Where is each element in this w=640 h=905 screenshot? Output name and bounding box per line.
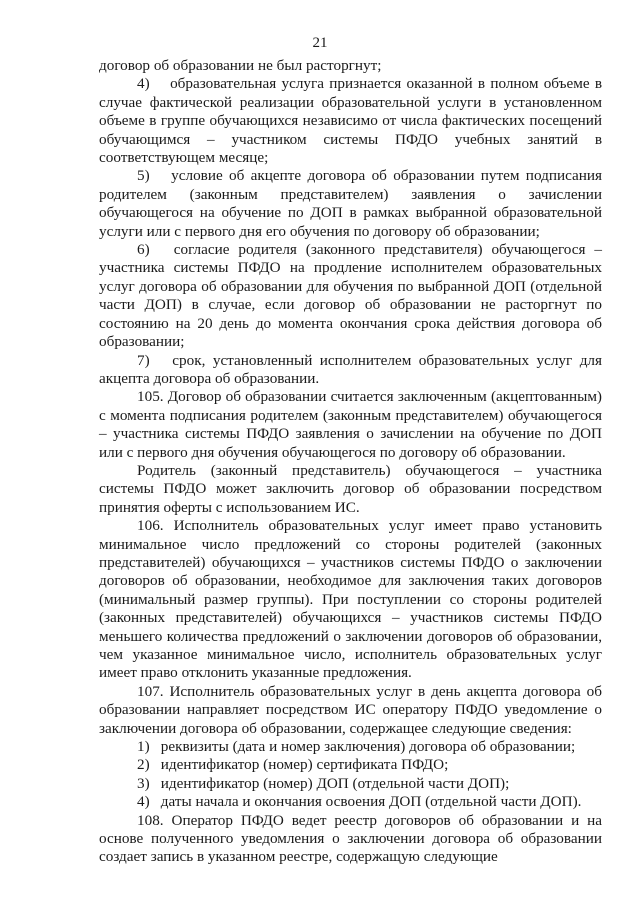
paragraph: 4) образовательная услуга признается оказанной в полном объеме в случае фактической реализации образовательной услуги в установленном объеме в группе обучающихся независимо от числа фактических посещений обучающимся – участником системы ПФДО учебных занятий в соответствующем месяце; <box>99 75 602 167</box>
numbered-list <box>99 738 602 812</box>
paragraph: 107. Исполнитель образовательных услуг в день акцепта договора об образовании направляет посредством ИС оператору ПФДО уведомление о заключении договора об образовании, содержащее следующие сведения: <box>99 682 602 737</box>
paragraph: 6) согласие родителя (законного представителя) обучающегося – участника системы ПФДО на продление исполнителем образовательных услуг договора об образовании для обучения по выбранной ДОП (отдельной части ДОП) в случае, если договор об образовании не расторгнут по состоянию на 20 день до момента окончания срока действия договора об образовании; <box>99 241 602 351</box>
list-item <box>99 775 602 793</box>
paragraph: Родитель (законный представитель) обучающегося – участника системы ПФДО может заключить договор об образовании посредством принятия оферты с использованием ИС. <box>99 461 602 516</box>
paragraph: 105. Договор об образовании считается заключенным (акцептованным) с момента подписания родителем (законным представителем) обучающегося – участника системы ПФДО заявления о зачислении на обучение по ДОП или с первого дня обучения обучающегося по договору об образовании. <box>99 388 602 461</box>
paragraph: 7) срок, установленный исполнителем образовательных услуг для акцепта договора об образовании. <box>99 351 602 387</box>
list-item-number: 3) <box>137 774 150 792</box>
list-item <box>99 793 602 811</box>
list-item-number: 1) <box>137 738 150 756</box>
list-item-text: даты начала и окончания освоения ДОП (отдельной части ДОП). <box>160 793 582 811</box>
paragraph-108: 108. Оператор ПФДО ведет реестр договоров об образовании и на основе полученного уведомления о заключении договора об образовании создает запись в указанном реестре, содержащую следующие <box>99 811 602 866</box>
paragraph: 106. Исполнитель образовательных услуг имеет право установить минимальное число предложений со стороны родителей (законных представителей) обучающихся – участников системы ПФДО о заключении договоров об образовании, необходимое для заключения таких договоров (минимальный размер группы). При поступлении со стороны родителей (законных представителей) обучающихся – участников системы ПФДО меньшего количества предложений о заключении договоров об образовании, чем указанное минимальное число, исполнитель образовательных услуг имеет право отклонить указанные предложения. <box>99 517 602 682</box>
page-number: 21 <box>312 35 328 51</box>
list-item-text: идентификатор (номер) ДОП (отдельной части ДОП); <box>160 774 510 792</box>
list-item-number: 2) <box>137 756 150 774</box>
paragraph: 5) условие об акцепте договора об образовании путем подписания родителем (законным представителем) заявления о зачислении обучающегося на обучение по ДОП в рамках выбранной образовательной услуги или с первого дня его обучения по договору об образовании; <box>99 167 602 240</box>
list-item-number: 4) <box>137 793 150 811</box>
document-body <box>99 57 602 867</box>
list-item <box>99 756 602 774</box>
list-item-text: реквизиты (дата и номер заключения) договора об образовании; <box>160 738 576 756</box>
list-item-text: идентификатор (номер) сертификата ПФДО; <box>160 756 449 774</box>
paragraph: договор об образовании не был расторгнут; <box>99 57 382 74</box>
list-item <box>99 738 602 756</box>
paragraph-group <box>99 57 602 738</box>
